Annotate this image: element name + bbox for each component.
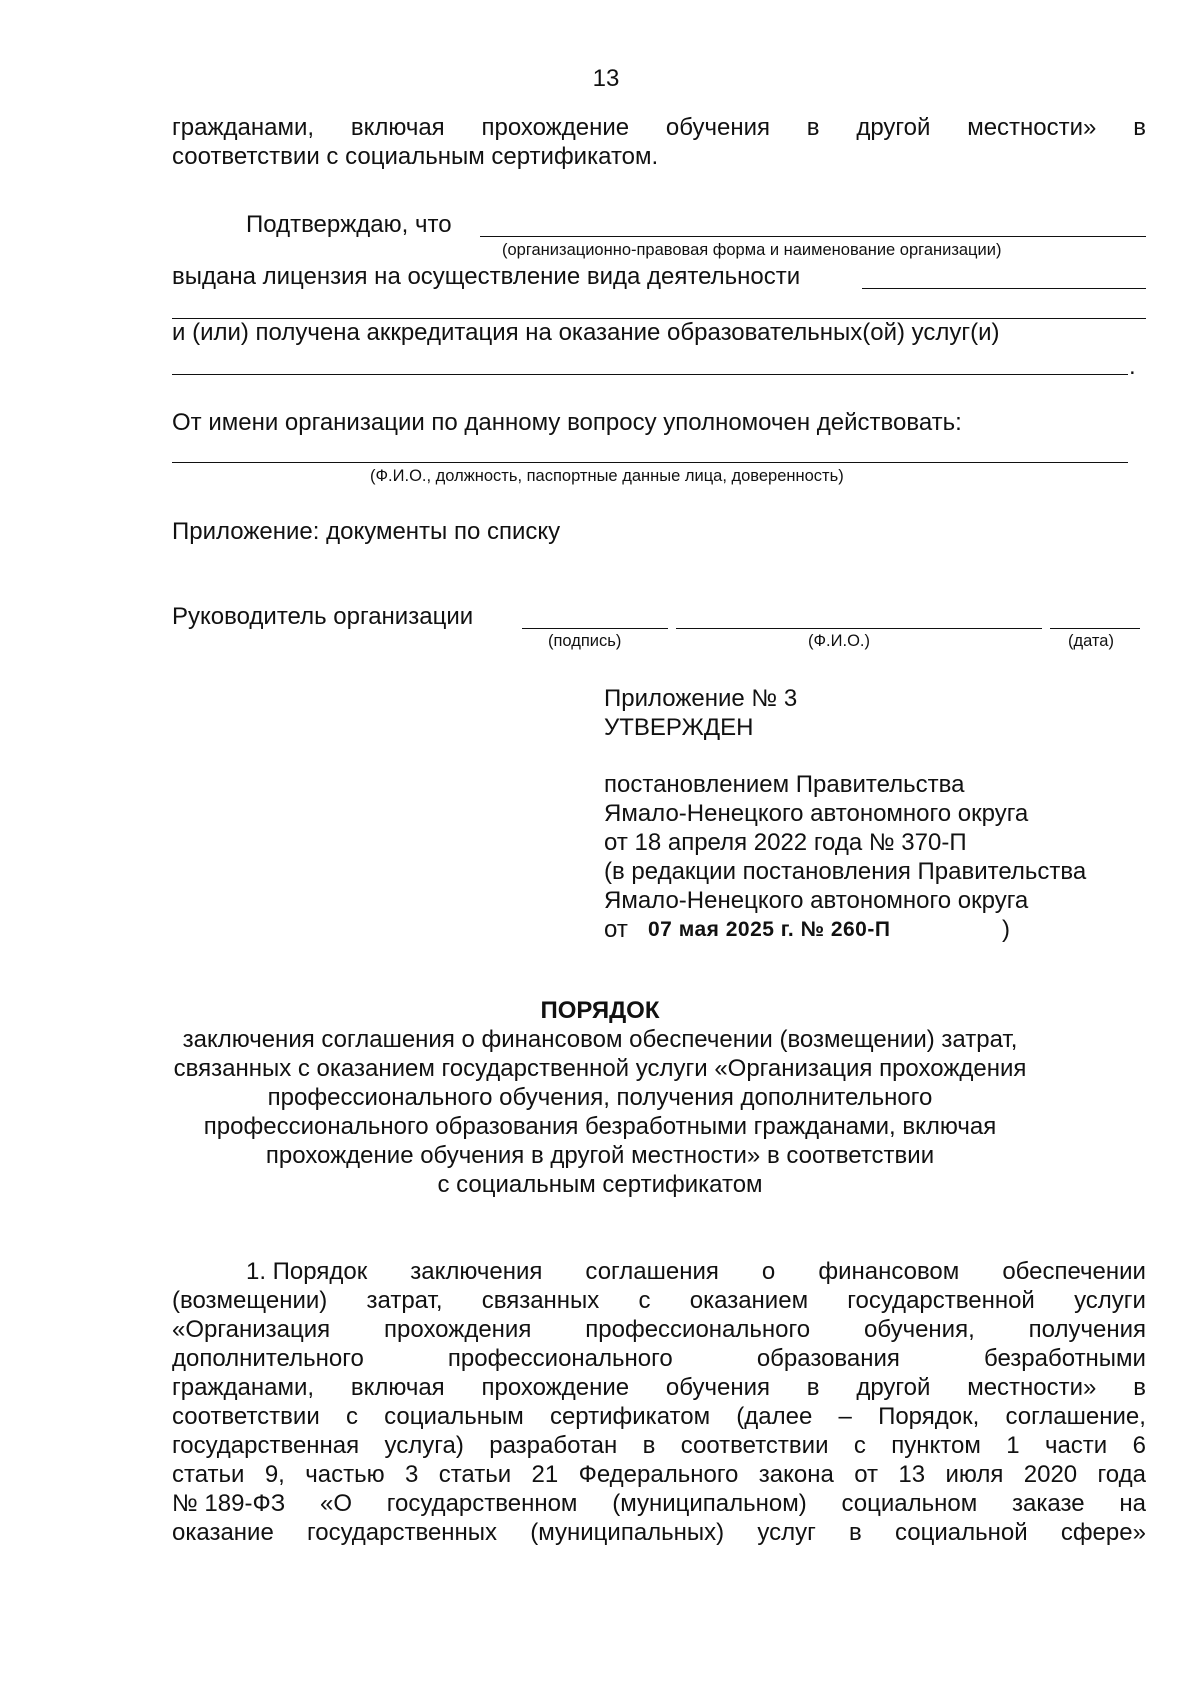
word: статьи	[172, 1461, 245, 1488]
word: государственных	[307, 1519, 498, 1546]
word: соответствии	[680, 1432, 829, 1459]
word: 1. Порядок	[246, 1258, 368, 1285]
word: сфере»	[1060, 1519, 1146, 1546]
word: в	[1133, 1374, 1146, 1401]
word: в	[806, 1374, 820, 1401]
fio-caption: (Ф.И.О.)	[808, 632, 870, 650]
word: статьи	[438, 1461, 512, 1488]
title-line-3: профессионального обучения, получения дополнительного	[267, 1084, 933, 1111]
word: связанных	[481, 1287, 600, 1314]
word: социальном	[841, 1490, 978, 1517]
approval-line-4: (в редакции постановления Правительства	[604, 858, 1087, 885]
title-line-1: заключения соглашения о финансовом обеспечении (возмещении) затрат,	[182, 1026, 1018, 1053]
word: 3	[404, 1461, 419, 1488]
word: на	[1119, 1490, 1146, 1517]
license-blank[interactable]	[862, 288, 1146, 289]
word: обучения,	[864, 1316, 975, 1343]
word: № 189-ФЗ	[172, 1490, 286, 1517]
word: обеспечении	[1002, 1258, 1146, 1285]
approval-line-5: Ямало-Ненецкого автономного округа	[604, 887, 1029, 914]
word: в	[806, 114, 820, 141]
stamp-date-number: 07 мая 2025 г. № 260-П	[648, 918, 891, 941]
word: финансовом	[818, 1258, 960, 1285]
word: услуг	[757, 1519, 816, 1546]
word: оказанием	[689, 1287, 809, 1314]
word: (далее	[736, 1403, 813, 1430]
word: безработными	[984, 1345, 1146, 1372]
word: Федерального	[578, 1461, 739, 1488]
confirm-label: Подтверждаю, что	[246, 211, 452, 238]
word: «Организация	[172, 1316, 331, 1343]
word: о	[761, 1258, 776, 1285]
word: профессионального	[447, 1345, 673, 1372]
accreditation-text: и (или) получена аккредитация на оказание образовательных(ой) услуг(и)	[172, 319, 1000, 346]
title-line-6: с социальным сертификатом	[437, 1171, 763, 1198]
word: разработан	[489, 1432, 618, 1459]
word: 1	[1006, 1432, 1020, 1459]
accreditation-blank[interactable]	[172, 374, 1128, 375]
top-para-line-2: соответствии с социальным сертификатом.	[172, 143, 659, 170]
approval-closing-paren: )	[1002, 916, 1010, 943]
word: (возмещении)	[172, 1287, 328, 1314]
section1-line-8	[172, 1460, 1146, 1489]
section1-line-2	[172, 1286, 1146, 1315]
org-name-blank[interactable]	[480, 236, 1146, 237]
word: местности»	[967, 114, 1097, 141]
word: услуга)	[384, 1432, 464, 1459]
word: прохождение	[481, 1374, 630, 1401]
signature-blank[interactable]	[522, 628, 668, 629]
head-label: Руководитель организации	[172, 603, 474, 630]
word: с	[853, 1432, 866, 1459]
signature-caption: (подпись)	[548, 632, 622, 650]
word: пунктом	[891, 1432, 981, 1459]
title-line-5: прохождение обучения в другой местности» в соответствии	[265, 1142, 935, 1169]
word: в	[642, 1432, 656, 1459]
accreditation-period: .	[1129, 353, 1136, 380]
word: оказание	[172, 1519, 274, 1546]
word: образования	[756, 1345, 900, 1372]
word: соглашения	[585, 1258, 719, 1285]
section1-line-3	[172, 1315, 1146, 1344]
word: прохождения	[384, 1316, 532, 1343]
word: заключения	[410, 1258, 543, 1285]
section1-line-7	[172, 1431, 1146, 1460]
word: социальной	[894, 1519, 1028, 1546]
authorized-text: От имени организации по данному вопросу уполномочен действовать:	[172, 409, 962, 436]
word: государственном	[386, 1490, 578, 1517]
word: обучения	[665, 1374, 770, 1401]
word: (муниципальном)	[612, 1490, 807, 1517]
word: местности»	[967, 1374, 1097, 1401]
approval-from-prefix: от	[604, 916, 628, 943]
word: прохождение	[481, 114, 630, 141]
title-line-4: профессионального образования безработными гражданами, включая	[203, 1113, 997, 1140]
word: от	[854, 1461, 879, 1488]
word: дополнительного	[172, 1345, 364, 1372]
section1-line-1	[246, 1257, 1146, 1286]
word: сертификатом	[549, 1403, 711, 1430]
word: в	[1133, 114, 1146, 141]
word: –	[838, 1403, 852, 1430]
section1-line-10	[172, 1518, 1146, 1547]
word: гражданами,	[172, 1374, 315, 1401]
fio-blank[interactable]	[676, 628, 1042, 629]
word: включая	[350, 114, 445, 141]
word: профессионального	[585, 1316, 811, 1343]
word: социальным	[384, 1403, 524, 1430]
word: с	[638, 1287, 651, 1314]
approval-line-1: постановлением Правительства	[604, 771, 965, 798]
word: гражданами,	[172, 114, 315, 141]
word: с	[345, 1403, 358, 1430]
approval-line-2: Ямало-Ненецкого автономного округа	[604, 800, 1029, 827]
date-caption: (дата)	[1068, 632, 1114, 650]
word: года	[1097, 1461, 1146, 1488]
word: другой	[856, 1374, 931, 1401]
word: государственной	[847, 1287, 1035, 1314]
page-number: 13	[592, 65, 620, 92]
person-caption: (Ф.И.О., должность, паспортные данные лица, доверенность)	[370, 467, 844, 485]
word: закона	[758, 1461, 834, 1488]
word: услуги	[1074, 1287, 1146, 1314]
word: (муниципальных)	[530, 1519, 725, 1546]
word: в	[849, 1519, 862, 1546]
word: частью	[305, 1461, 385, 1488]
word: 2020	[1023, 1461, 1078, 1488]
section1-line-5	[172, 1373, 1146, 1402]
word: 9,	[264, 1461, 285, 1488]
word: соглашение,	[1005, 1403, 1146, 1430]
word: затрат,	[366, 1287, 443, 1314]
section1-line-6	[172, 1402, 1146, 1431]
attachment-text: Приложение: документы по списку	[172, 518, 561, 545]
section1-line-9	[172, 1489, 1146, 1518]
word: «О	[319, 1490, 352, 1517]
org-caption: (организационно-правовая форма и наименование организации)	[502, 241, 1002, 259]
appendix-number: Приложение № 3	[604, 685, 798, 712]
word: получения	[1028, 1316, 1146, 1343]
word: 21	[531, 1461, 559, 1488]
word: Порядок,	[878, 1403, 980, 1430]
license-text: выдана лицензия на осуществление вида деятельности	[172, 263, 801, 290]
title-line-2: связанных с оказанием государственной услуги «Организация прохождения	[173, 1055, 1027, 1082]
word: июля	[945, 1461, 1004, 1488]
word: заказе	[1012, 1490, 1085, 1517]
word: включая	[350, 1374, 445, 1401]
word: 13	[898, 1461, 926, 1488]
date-blank[interactable]	[1050, 628, 1140, 629]
word: соответствии	[172, 1403, 320, 1430]
authorized-person-blank[interactable]	[172, 462, 1128, 463]
word: обучения	[665, 114, 770, 141]
word: другой	[856, 114, 931, 141]
document-heading: ПОРЯДОК	[540, 997, 660, 1024]
section1-line-4	[172, 1344, 1146, 1373]
word: части	[1044, 1432, 1108, 1459]
word: 6	[1132, 1432, 1146, 1459]
word: государственная	[172, 1432, 360, 1459]
approval-line-3: от 18 апреля 2022 года № 370-П	[604, 829, 967, 856]
approved-label: УТВЕРЖДЕН	[604, 714, 754, 741]
top-para-line-1	[172, 113, 1146, 142]
